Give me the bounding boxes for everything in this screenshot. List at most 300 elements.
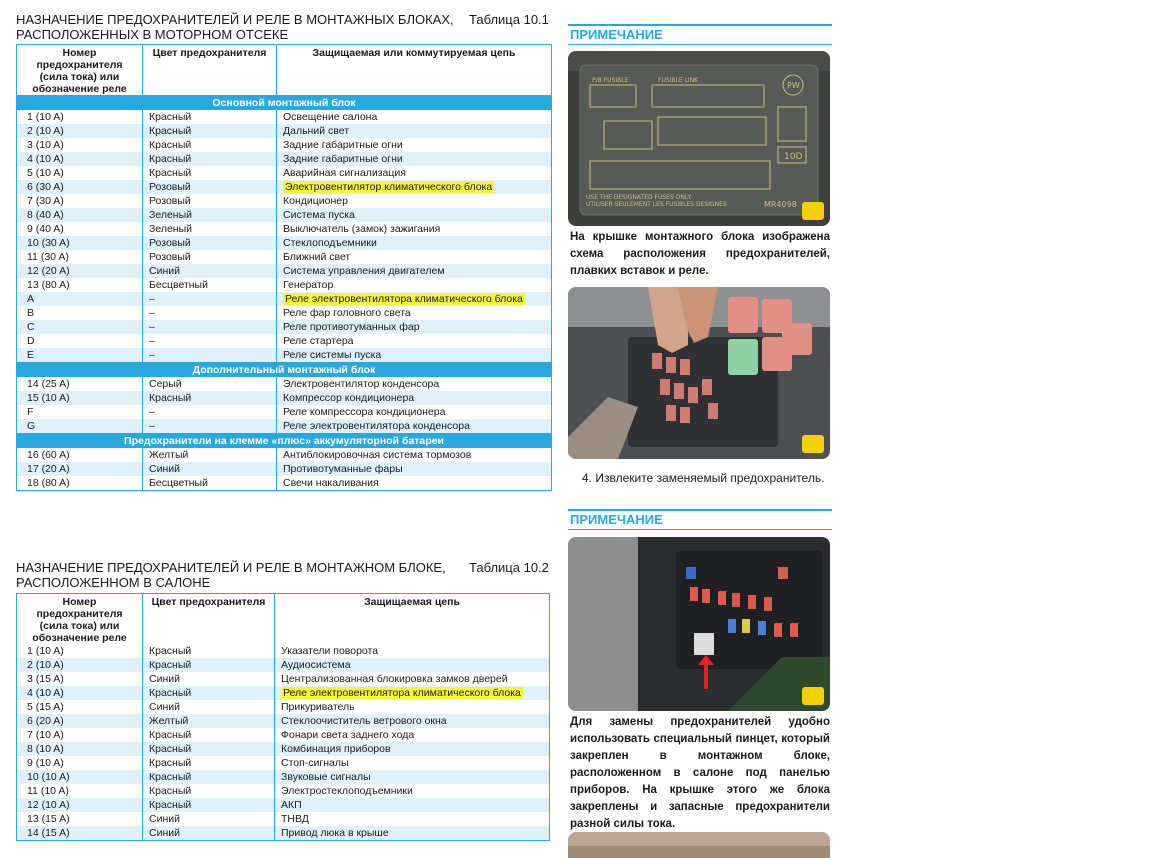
table-row [17,700,550,714]
fuse-color-cell [143,700,275,714]
circuit-cell-text: Реле стартера [283,335,354,347]
section-title: Предохранители на клемме «плюс» аккумуляторной батареи [17,434,552,449]
fuse-id-cell-text: 3 (10 A) [27,139,64,151]
table-row [17,138,552,152]
section-header-row [17,96,552,111]
fuse-color-cell [143,644,275,658]
fuse-color-cell-text: – [149,307,155,319]
fuse-color-cell-text: Красный [149,743,192,755]
circuit-cell-text: Система пуска [283,209,355,221]
fuse-id-cell [17,826,143,841]
table-row [17,728,550,742]
photo-caption-2: Для замены предохранителей удобно использовать специальный пинцет, который закреплен в монтажном блоке, расположенном в салоне под панелью приборов. На крышке этого же блока закреплены и запасные предохранители разной силы тока. [570,716,830,830]
circuit-cell [277,419,552,434]
circuit-cell-text: Прикуриватель [281,701,355,713]
fuse-id-cell-text: 1 (10 A) [27,111,64,123]
circuit-cell-text: Реле противотуманных фар [283,321,420,333]
table-row [17,798,550,812]
table-row [17,306,552,320]
fuse-id-cell [17,334,143,348]
fuse-id-cell [17,448,143,462]
circuit-cell-text: Стоп-сигналы [281,757,349,769]
table-row [17,348,552,363]
fuse-id-cell [17,700,143,714]
circuit-cell [277,476,552,491]
table-row [17,180,552,194]
fuse-color-cell-text: Серый [149,378,182,390]
fuse-color-cell [143,124,277,138]
circuit-cell-text: Аварийная сигнализация [283,167,406,179]
fuse-id-cell-text: 13 (80 A) [27,279,70,291]
fuse-color-cell [143,770,275,784]
step-4-text: 4. Извлеките заменяемый предохранитель. [582,471,825,485]
fuse-id-cell-text: 16 (60 A) [27,449,70,461]
fuse-id-cell-text: 5 (10 A) [27,167,64,179]
fuse-color-cell [143,419,277,434]
table-row [17,476,552,491]
fuse-id-cell [17,180,143,194]
fuse-color-cell-text: – [149,349,155,361]
fuse-id-cell-text: A [27,293,35,305]
table-row [17,812,550,826]
fuse-color-cell-text: Синий [149,813,180,825]
fuse-color-cell-text: Красный [149,111,192,123]
circuit-cell [277,152,552,166]
fuse-id-cell [17,742,143,756]
fuse-color-cell-text: – [149,321,155,333]
fuse-id-cell-text: 9 (10 A) [27,757,64,769]
circuit-cell [275,700,550,714]
circuit-cell [277,236,552,250]
fuse-color-cell-text: – [149,293,155,305]
fuse-id-cell-text: 12 (20 A) [27,265,70,277]
svg-text:10D: 10D [784,152,803,162]
circuit-cell-text: Аудиосистема [281,659,351,671]
circuit-cell-text: Освещение салона [283,111,378,123]
table-row [17,448,552,462]
fuse-id-cell [17,110,143,124]
fuse-id-cell [17,784,143,798]
fuse-id-cell [17,405,143,419]
circuit-cell-text: Электровентилятор климатического блока [285,181,493,193]
fuse-id-cell [17,152,143,166]
fuse-id-cell-text: 3 (15 A) [27,673,64,685]
table1-number: Таблица 10.1 [469,12,549,27]
fuse-color-cell-text: Бесцветный [149,279,208,291]
circuit-cell [275,784,550,798]
fuse-color-cell-text: Синий [149,463,180,475]
table-row [17,672,550,686]
fuse-color-cell [143,250,277,264]
note-heading-2: ПРИМЕЧАНИЕ [568,509,832,530]
fuse-box-lid-photo [568,51,830,226]
fuse-id-cell [17,236,143,250]
fuse-color-cell [143,714,275,728]
section-header-row [17,434,552,449]
fuse-color-cell-text: – [149,335,155,347]
fuse-id-cell [17,476,143,491]
col-header-color: Цвет предохранителя [143,594,275,645]
fuse-id-cell [17,138,143,152]
fuse-id-cell-text: 1 (10 A) [27,645,64,657]
section-header-row [17,363,552,378]
fuse-id-cell-text: 6 (20 A) [27,715,64,727]
fuse-color-cell [143,166,277,180]
fuse-color-cell [143,728,275,742]
fuse-id-cell-text: 9 (40 A) [27,223,64,235]
fuse-id-cell [17,812,143,826]
circuit-cell [275,756,550,770]
circuit-cell [275,672,550,686]
table-row [17,658,550,672]
fuse-color-cell [143,826,275,841]
col-header-circuit: Защищаемая цепь [364,596,460,608]
circuit-cell [277,377,552,391]
fuse-id-cell [17,644,143,658]
fuse-id-cell [17,124,143,138]
fuse-color-cell-text: Розовый [149,251,191,263]
fuse-color-cell [143,348,277,363]
car-icon [802,687,824,705]
circuit-cell [275,812,550,826]
circuit-cell-text: Реле электровентилятора конденсора [283,420,470,432]
table-row [17,756,550,770]
circuit-cell [277,462,552,476]
circuit-cell [277,348,552,363]
circuit-cell-text: Электровентилятор конденсора [283,378,440,390]
fuse-color-cell-text: Розовый [149,181,191,193]
fuse-color-cell-text: Синий [149,701,180,713]
circuit-cell-text: Звуковые сигналы [281,771,371,783]
circuit-cell [277,306,552,320]
section-title: Основной монтажный блок [17,96,552,111]
fuse-color-cell [143,180,277,194]
fuse-id-cell-text: 14 (15 A) [27,827,70,839]
circuit-cell-text: Реле компрессора кондиционера [283,406,446,418]
fuse-id-cell [17,306,143,320]
fuse-color-cell [143,152,277,166]
fuse-id-cell-text: 15 (10 A) [27,392,70,404]
fuse-color-cell [143,448,277,462]
fuse-id-cell [17,419,143,434]
car-icon [802,435,824,453]
circuit-cell [275,658,550,672]
fuse-id-cell-text: 11 (30 A) [27,251,69,263]
fuse-id-cell-text: E [27,349,35,361]
circuit-cell [277,194,552,208]
circuit-cell-text: Антиблокировочная система тормозов [283,449,472,461]
table-row [17,334,552,348]
table-row [17,236,552,250]
lid-warning-1: USE THE DESIGNATED FUSES ONLY. [586,194,692,201]
table2-title-line2: РАСПОЛОЖЕННОМ В САЛОНЕ [16,575,211,590]
circuit-cell [277,110,552,124]
fuse-color-cell [143,320,277,334]
fuse-id-cell-text: 2 (10 A) [27,125,64,137]
circuit-cell-text: ТНВД [281,813,309,825]
fuse-color-cell-text: Синий [149,265,180,277]
table-row [17,264,552,278]
car-icon [802,202,824,220]
circuit-cell [277,208,552,222]
fuse-color-cell [143,110,277,124]
circuit-cell-text: Реле фар головного света [283,307,411,319]
svg-text:FUSIBLE LINK: FUSIBLE LINK [658,77,699,84]
fuse-id-cell-text: 13 (15 A) [27,813,70,825]
lid-code: MR4098 [764,200,797,209]
fuse-id-cell-text: 8 (40 A) [27,209,64,221]
circuit-cell-text: Противотуманные фары [283,463,403,475]
fuse-id-cell-text: 4 (10 A) [27,153,64,165]
table-row [17,462,552,476]
circuit-cell [277,124,552,138]
table2-title [16,560,446,590]
table-row [17,250,552,264]
table-row [17,714,550,728]
fuse-id-cell [17,377,143,391]
table2-title-line1: НАЗНАЧЕНИЕ ПРЕДОХРАНИТЕЛЕЙ И РЕЛЕ В МОНТАЖНОМ БЛОКЕ, [16,560,446,575]
fuse-color-cell-text: Красный [149,125,192,137]
fuse-id-cell [17,264,143,278]
cabin-fuse-box-photo [568,537,830,711]
table-row [17,110,552,124]
table-row [17,742,550,756]
circuit-cell-text: Дальний свет [283,125,350,137]
section-title: Дополнительный монтажный блок [17,363,552,378]
fuse-color-cell-text: Красный [149,687,192,699]
circuit-cell-text: Задние габаритные огни [283,153,403,165]
fuse-color-cell-text: Красный [149,167,192,179]
fuse-color-cell [143,672,275,686]
circuit-cell-text: Электростеклоподъемники [281,785,413,797]
fuse-id-cell [17,222,143,236]
table-row [17,784,550,798]
fuse-id-cell-text: 12 (10 A) [27,799,70,811]
circuit-cell-text: Реле электровентилятора климатического блока [285,293,523,305]
circuit-cell-text: АКП [281,799,302,811]
fuse-id-cell [17,686,143,700]
fuse-color-cell [143,236,277,250]
circuit-cell-text: Стеклоочиститель ветрового окна [281,715,447,727]
table-row [17,686,550,700]
fuse-id-cell-text: D [27,335,35,347]
fuse-id-cell-text: B [27,307,35,319]
fuse-id-cell [17,672,143,686]
circuit-cell-text: Ближний свет [283,251,351,263]
circuit-cell [275,770,550,784]
circuit-cell-text: Задние габаритные огни [283,139,403,151]
table-row [17,124,552,138]
fuse-color-cell [143,405,277,419]
fuse-id-cell [17,194,143,208]
fuse-table-engine [16,44,552,491]
fuse-id-cell-text: 2 (10 A) [27,659,64,671]
fuse-id-cell-text: 5 (15 A) [27,701,64,713]
fuse-id-cell [17,714,143,728]
circuit-cell-text: Указатели поворота [281,645,379,657]
fuse-color-cell [143,476,277,491]
lid-warning-2: UTILISER SEULEMENT LES FUSIBLES DESIGNES [586,201,727,208]
fuse-color-cell-text: Желтый [149,715,189,727]
fuse-id-cell-text: 8 (10 A) [27,743,64,755]
table-row [17,320,552,334]
circuit-cell [275,686,550,700]
fuse-id-cell-text: C [27,321,35,333]
fuse-id-cell-text: 14 (25 A) [27,378,70,390]
fuse-color-cell [143,194,277,208]
fuse-removal-photo [568,287,830,459]
table-row [17,644,550,658]
circuit-cell [277,448,552,462]
circuit-cell [275,714,550,728]
fuse-id-cell [17,348,143,363]
circuit-cell [277,320,552,334]
circuit-cell [275,644,550,658]
circuit-cell [275,742,550,756]
col-header-fuse: Номер предохранителя (сила тока) или обозначение реле [17,594,143,645]
fuse-id-cell-text: 6 (30 A) [27,181,64,193]
fuse-color-cell [143,742,275,756]
fuse-id-cell [17,770,143,784]
circuit-cell-text: Реле системы пуска [283,349,382,361]
fuse-color-cell [143,264,277,278]
fuse-id-cell [17,292,143,306]
table-row [17,166,552,180]
fuse-id-cell [17,658,143,672]
svg-text:PW: PW [787,81,800,90]
table-row [17,152,552,166]
table-row [17,208,552,222]
fuse-color-cell [143,306,277,320]
table-row [17,826,550,841]
circuit-cell [277,264,552,278]
fuse-color-cell [143,462,277,476]
circuit-cell-text: Фонари света заднего хода [281,729,415,741]
fuse-color-cell-text: Розовый [149,237,191,249]
fuse-color-cell [143,222,277,236]
circuit-cell [275,798,550,812]
fuse-id-cell-text: 10 (10 A) [27,771,70,783]
fuse-id-cell-text: 18 (80 A) [27,477,70,489]
fuse-id-cell [17,166,143,180]
fuse-color-cell-text: Синий [149,673,180,685]
fuse-table-cabin [16,593,550,841]
fuse-id-cell [17,250,143,264]
fuse-color-cell-text: Красный [149,729,192,741]
fuse-color-cell-text: Розовый [149,195,191,207]
fuse-color-cell-text: Синий [149,827,180,839]
circuit-cell-text: Привод люка в крыше [281,827,389,839]
circuit-cell [277,405,552,419]
circuit-cell [275,728,550,742]
fuse-id-cell [17,798,143,812]
fuse-color-cell [143,292,277,306]
circuit-cell [277,180,552,194]
fuse-id-cell [17,391,143,405]
circuit-cell-text: Компрессор кондиционера [283,392,415,404]
fuse-id-cell-text: F [27,406,34,418]
circuit-cell [277,222,552,236]
table-row [17,222,552,236]
fuse-color-cell [143,391,277,405]
fuse-color-cell-text: Бесцветный [149,477,208,489]
bottom-photo-partial [568,832,830,858]
fuse-color-cell-text: Красный [149,799,192,811]
col-header-circuit: Защищаемая или коммутируемая цепь [312,47,516,59]
fuse-color-cell-text: Желтый [149,449,189,461]
fuse-color-cell-text: Красный [149,645,192,657]
fuse-color-cell-text: Зеленый [149,223,193,235]
fuse-color-cell [143,812,275,826]
fuse-color-cell [143,278,277,292]
table-row [17,405,552,419]
circuit-cell-text: Стеклоподъемники [283,237,377,249]
table-row [17,278,552,292]
circuit-cell [277,391,552,405]
circuit-cell [277,166,552,180]
fuse-id-cell [17,208,143,222]
fuse-color-cell [143,138,277,152]
fuse-color-cell [143,784,275,798]
table-row [17,770,550,784]
fuse-color-cell-text: Красный [149,757,192,769]
fuse-id-cell-text: 4 (10 A) [27,687,64,699]
fuse-id-cell-text: 11 (10 A) [27,785,69,797]
fuse-id-cell-text: 7 (30 A) [27,195,64,207]
circuit-cell-text: Выключатель (замок) зажигания [283,223,441,235]
fuse-color-cell [143,377,277,391]
table-row [17,194,552,208]
svg-text:P/B FUSIBLE: P/B FUSIBLE [592,77,629,84]
circuit-cell [277,292,552,306]
note-heading-1: ПРИМЕЧАНИЕ [568,24,832,45]
fuse-id-cell-text: 17 (20 A) [27,463,70,475]
fuse-color-cell-text: Зеленый [149,209,193,221]
fuse-color-cell [143,208,277,222]
fuse-color-cell [143,686,275,700]
table2-number: Таблица 10.2 [469,560,549,575]
table-row [17,292,552,306]
circuit-cell-text: Реле электровентилятора климатического блока [283,687,521,699]
table1-title [16,12,454,42]
table-row [17,377,552,391]
fuse-color-cell [143,658,275,672]
circuit-cell [277,334,552,348]
circuit-cell-text: Комбинация приборов [281,743,391,755]
table1-title-line1: НАЗНАЧЕНИЕ ПРЕДОХРАНИТЕЛЕЙ И РЕЛЕ В МОНТАЖНЫХ БЛОКАХ, [16,12,454,27]
fuse-color-cell [143,334,277,348]
col-header-color: Цвет предохранителя [143,45,277,96]
fuse-color-cell [143,756,275,770]
fuse-color-cell-text: – [149,406,155,418]
circuit-cell-text: Кондиционер [283,195,348,207]
fuse-color-cell-text: Красный [149,785,192,797]
circuit-cell-text: Централизованная блокировка замков дверей [281,673,508,685]
fuse-color-cell-text: Красный [149,392,192,404]
fuse-color-cell-text: Красный [149,659,192,671]
table-row [17,391,552,405]
fuse-color-cell-text: Красный [149,153,192,165]
fuse-id-cell-text: G [27,420,36,432]
fuse-id-cell-text: 7 (10 A) [27,729,64,741]
fuse-id-cell [17,320,143,334]
circuit-cell [277,278,552,292]
fuse-color-cell-text: Красный [149,139,192,151]
fuse-id-cell [17,278,143,292]
circuit-cell-text: Генератор [283,279,334,291]
photo-caption-1: На крышке монтажного блока изображена схема расположения предохранителей, плавких вставок и реле. [570,231,830,277]
fuse-color-cell [143,798,275,812]
